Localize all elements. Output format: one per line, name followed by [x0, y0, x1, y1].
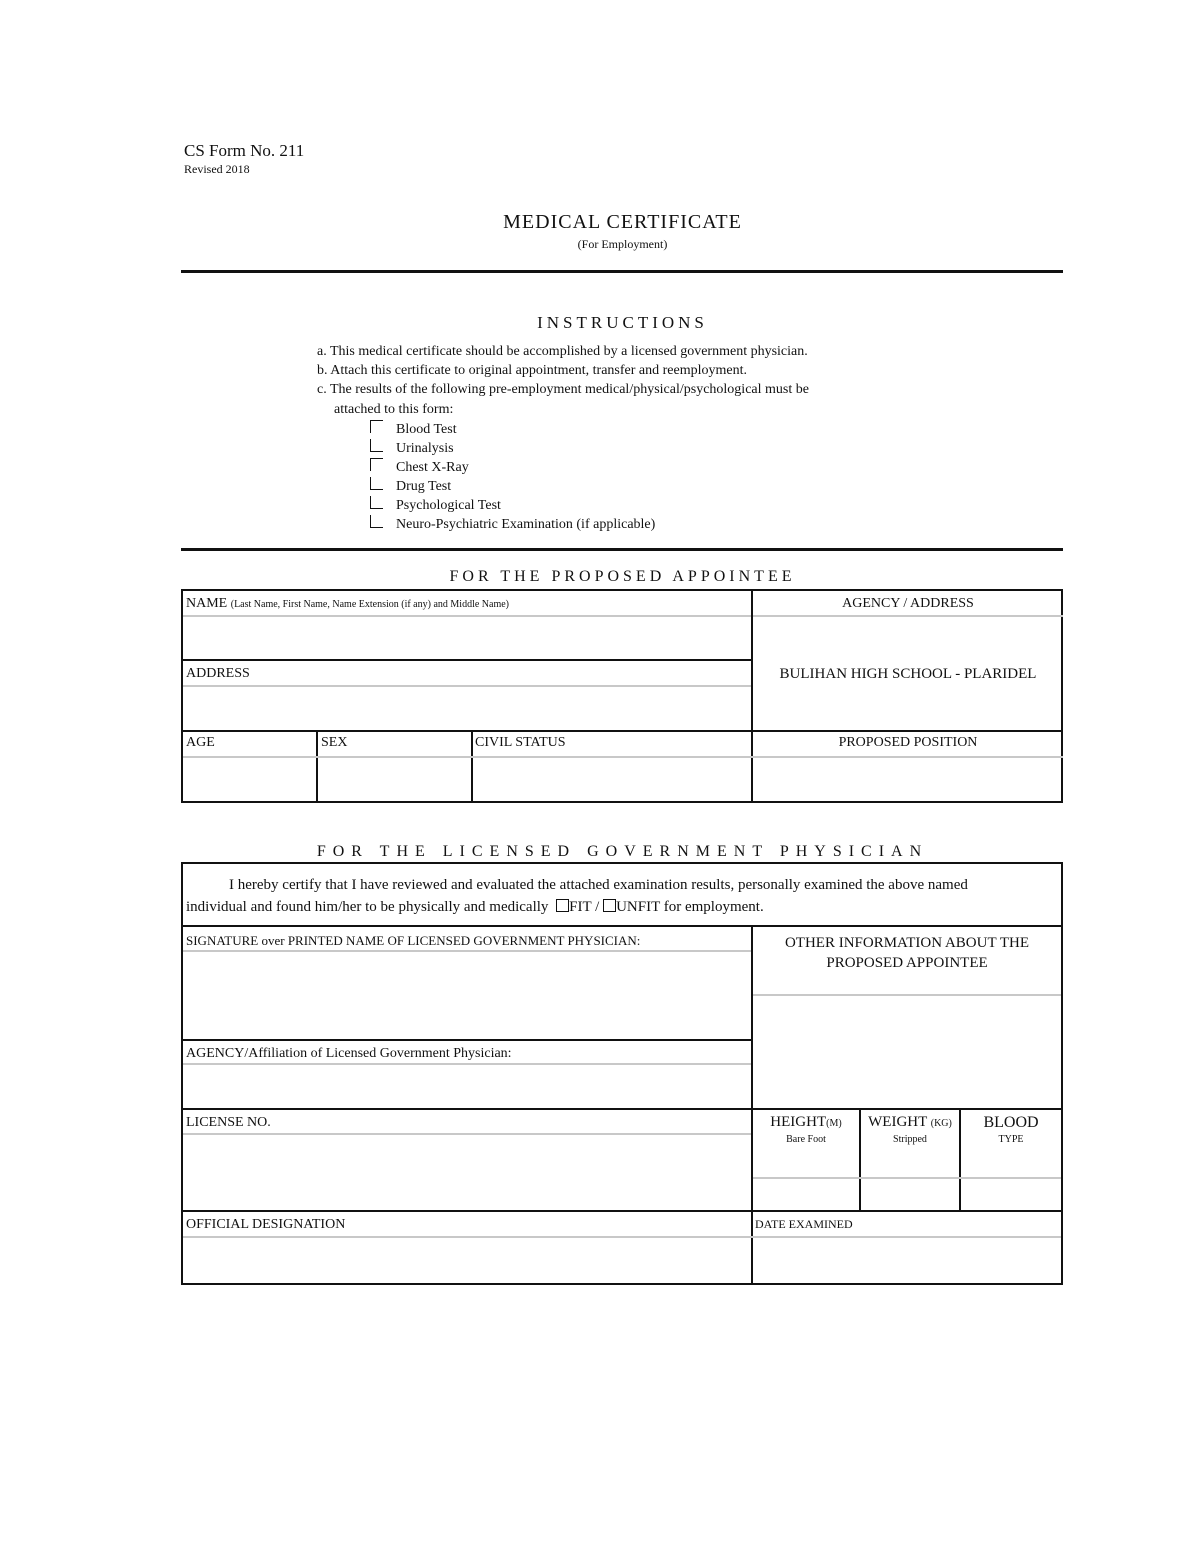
name-label: NAME (Last Name, First Name, Name Extension (if any) and Middle Name) — [186, 596, 509, 611]
civil-status-label: CIVIL STATUS — [475, 735, 566, 750]
height-label: HEIGHT(M) — [770, 1114, 842, 1130]
checklist-label: Urinalysis — [396, 441, 454, 456]
designation-label: OFFICIAL DESIGNATION — [186, 1217, 346, 1232]
date-examined-label: DATE EXAMINED — [755, 1217, 853, 1231]
top-divider — [181, 270, 1063, 273]
license-field[interactable] — [185, 1137, 749, 1209]
sex-field[interactable] — [320, 759, 469, 799]
blood-note: TYPE — [998, 1134, 1024, 1145]
agency-label: AGENCY / ADDRESS — [842, 596, 974, 611]
sex-label: SEX — [321, 735, 348, 750]
address-label: ADDRESS — [186, 666, 250, 681]
height-field[interactable] — [755, 1180, 857, 1208]
unfit-option[interactable]: UNFIT — [616, 899, 660, 915]
civil-status-field[interactable] — [475, 759, 749, 799]
weight-note: Stripped — [893, 1134, 927, 1145]
certify-line-2: individual and found him/her to be physically and medically FIT / UNFIT for employment. — [186, 899, 764, 915]
agency-value[interactable]: BULIHAN HIGH SCHOOL - PLARIDEL — [779, 666, 1037, 682]
checkbox-icon[interactable] — [370, 496, 383, 509]
date-examined-field[interactable] — [755, 1240, 1059, 1280]
checkbox-icon[interactable] — [370, 515, 383, 528]
age-label: AGE — [186, 735, 215, 750]
mid-divider — [181, 548, 1063, 551]
weight-label: WEIGHT (KG) — [868, 1114, 952, 1130]
address-field[interactable] — [185, 688, 749, 728]
designation-field[interactable] — [185, 1240, 749, 1280]
appointee-heading: FOR THE PROPOSED APPOINTEE — [449, 568, 796, 585]
instruction-a: a. This medical certificate should be accomplished by a licensed government physician. — [317, 344, 808, 359]
instructions-heading: INSTRUCTIONS — [537, 313, 708, 332]
unfit-checkbox[interactable] — [603, 899, 616, 912]
physician-agency-label: AGENCY/Affiliation of Licensed Government Physician: — [186, 1046, 512, 1061]
physician-table — [181, 862, 1063, 1285]
height-note: Bare Foot — [786, 1134, 826, 1145]
revision-note: Revised 2018 — [184, 162, 250, 176]
signature-label: SIGNATURE over PRINTED NAME OF LICENSED GOVERNMENT PHYSICIAN: — [186, 933, 641, 948]
name-field[interactable] — [185, 618, 749, 658]
checklist-label: Blood Test — [396, 422, 457, 437]
signature-field[interactable] — [185, 954, 749, 1038]
instruction-b: b. Attach this certificate to original appointment, transfer and reemployment. — [317, 363, 747, 378]
blood-label: BLOOD — [983, 1114, 1039, 1131]
physician-heading: FOR THE LICENSED GOVERNMENT PHYSICIAN — [316, 843, 929, 860]
checklist-item[interactable] — [370, 517, 656, 536]
checkbox-icon[interactable] — [370, 439, 383, 452]
checkbox-icon[interactable] — [370, 420, 383, 433]
proposed-position-label: PROPOSED POSITION — [838, 735, 978, 750]
fit-checkbox[interactable] — [556, 899, 569, 912]
checkbox-icon[interactable] — [370, 477, 383, 490]
appointee-table — [181, 589, 1063, 803]
document-subtitle: (For Employment) — [577, 237, 668, 251]
checklist-label: Psychological Test — [396, 498, 501, 513]
instruction-c-cont: attached to this form: — [334, 402, 454, 417]
checkbox-icon[interactable] — [370, 458, 383, 471]
license-label: LICENSE NO. — [186, 1115, 271, 1130]
blood-type-field[interactable] — [963, 1180, 1059, 1208]
weight-field[interactable] — [863, 1180, 957, 1208]
document-title: MEDICAL CERTIFICATE — [503, 211, 742, 233]
age-field[interactable] — [185, 759, 314, 799]
other-info-field[interactable] — [755, 998, 1059, 1106]
physician-agency-field[interactable] — [185, 1067, 749, 1107]
checklist-label: Chest X-Ray — [396, 460, 469, 475]
checklist-label: Neuro-Psychiatric Examination (if applicable) — [396, 517, 656, 532]
checklist-label: Drug Test — [396, 479, 452, 494]
instruction-c: c. The results of the following pre-employment medical/physical/psychological must be — [317, 382, 809, 397]
certify-line-1: I hereby certify that I have reviewed and evaluated the attached examination results, personally examined the above named — [229, 877, 968, 893]
proposed-position-field[interactable] — [755, 759, 1061, 799]
form-number: CS Form No. 211 — [184, 141, 305, 160]
other-info-label: OTHER INFORMATION ABOUT THE PROPOSED APPOINTEE — [784, 935, 1030, 971]
fit-option[interactable]: FIT — [569, 899, 592, 915]
